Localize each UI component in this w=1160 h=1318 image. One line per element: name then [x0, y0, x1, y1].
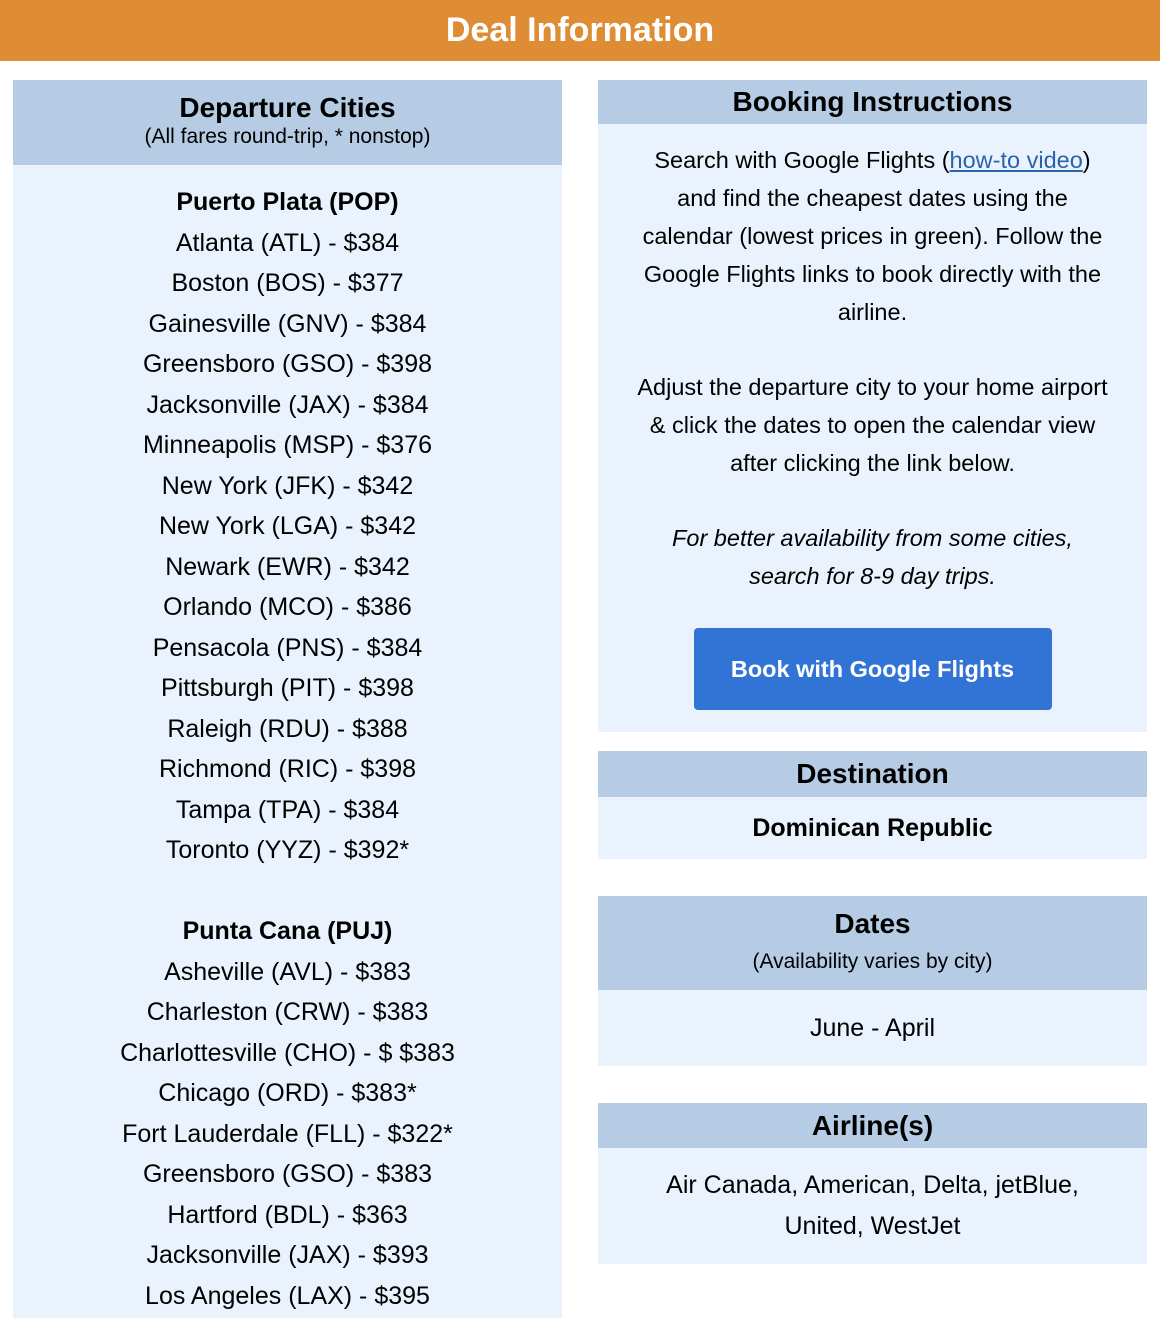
departure-cities-title: Departure Cities [179, 92, 396, 123]
booking-paragraph-3: For better availability from some cities, search for 8-9 day trips. [672, 525, 1073, 589]
list-item: Jacksonville (JAX) - $393 [146, 1241, 429, 1269]
departure-cities-subtitle: (All fares round-trip, * nonstop) [144, 125, 431, 148]
list-item: Pittsburgh (PIT) - $398 [161, 674, 414, 702]
booking-text: ) and find the cheapest dates using the calendar (lowest prices in green). Follow the Google Flights links to book directly with the airline. [642, 147, 1103, 325]
list-item: Toronto (YYZ) - $392* [165, 836, 410, 864]
list-item: Minneapolis (MSP) - $376 [142, 431, 432, 459]
list-item: Richmond (RIC) - $398 [158, 755, 417, 783]
dates-value: June - April [809, 1014, 936, 1042]
booking-instructions-panel [598, 80, 1147, 732]
list-item: Greensboro (GSO) - $383 [142, 1160, 432, 1188]
list-item: Hartford (BDL) - $363 [167, 1200, 408, 1229]
list-item: Tampa (TPA) - $384 [175, 795, 400, 824]
departure-cities-header [13, 80, 562, 165]
list-item: Pensacola (PNS) - $384 [152, 633, 423, 662]
list-item: Charleston (CRW) - $383 [146, 998, 429, 1026]
list-item: Gainesville (GNV) - $384 [148, 309, 427, 338]
airlines-title: Airline(s) [598, 1103, 1147, 1148]
list-item: Chicago (ORD) - $383* [158, 1079, 417, 1107]
deal-information-header [0, 0, 1160, 61]
booking-text: Search with Google Flights ( [654, 147, 950, 173]
group-title-puerto-plata: Puerto Plata (POP) [176, 188, 399, 216]
booking-instructions-body [598, 124, 1147, 710]
airlines-value: Air Canada, American, Delta, jetBlue, United, WestJet [666, 1171, 1079, 1240]
page-title: Deal Information [445, 11, 715, 49]
dates-subtitle: (Availability varies by city) [752, 950, 993, 973]
list-item: Charlottesville (CHO) - $ $383 [120, 1038, 455, 1067]
list-item: Los Angeles (LAX) - $395 [145, 1281, 430, 1310]
list-item: Atlanta (ATL) - $384 [175, 228, 400, 257]
departure-list [13, 165, 562, 1316]
list-item: Newark (EWR) - $342 [165, 552, 410, 581]
list-item: Raleigh (RDU) - $388 [167, 714, 408, 743]
booking-paragraph-2: Adjust the departure city to your home airport & click the dates to open the calendar view after clicking the link below. [637, 374, 1108, 476]
destination-value: Dominican Republic [752, 814, 993, 842]
group-spacer [13, 871, 562, 912]
booking-instructions-title: Booking Instructions [598, 80, 1147, 124]
destination-panel [598, 751, 1147, 859]
airlines-panel [598, 1103, 1147, 1264]
destination-title: Destination [598, 751, 1147, 797]
list-item: Orlando (MCO) - $386 [163, 593, 412, 621]
list-item: New York (JFK) - $342 [161, 471, 414, 500]
how-to-video-link[interactable]: how-to video [949, 147, 1083, 173]
dates-title: Dates [834, 908, 911, 939]
list-item: Greensboro (GSO) - $398 [142, 350, 432, 378]
list-item: Jacksonville (JAX) - $384 [146, 390, 429, 419]
list-item: Boston (BOS) - $377 [171, 269, 404, 297]
list-item: New York (LGA) - $342 [158, 512, 417, 540]
dates-panel [598, 896, 1147, 1066]
group-title-punta-cana: Punta Cana (PUJ) [182, 917, 393, 945]
booking-paragraph-1 [634, 141, 1111, 331]
departure-cities-panel [13, 80, 562, 1318]
book-with-google-flights-button[interactable]: Book with Google Flights [694, 628, 1052, 710]
dates-header [598, 896, 1147, 990]
list-item: Asheville (AVL) - $383 [164, 957, 411, 986]
list-item: Fort Lauderdale (FLL) - $322* [122, 1119, 453, 1148]
